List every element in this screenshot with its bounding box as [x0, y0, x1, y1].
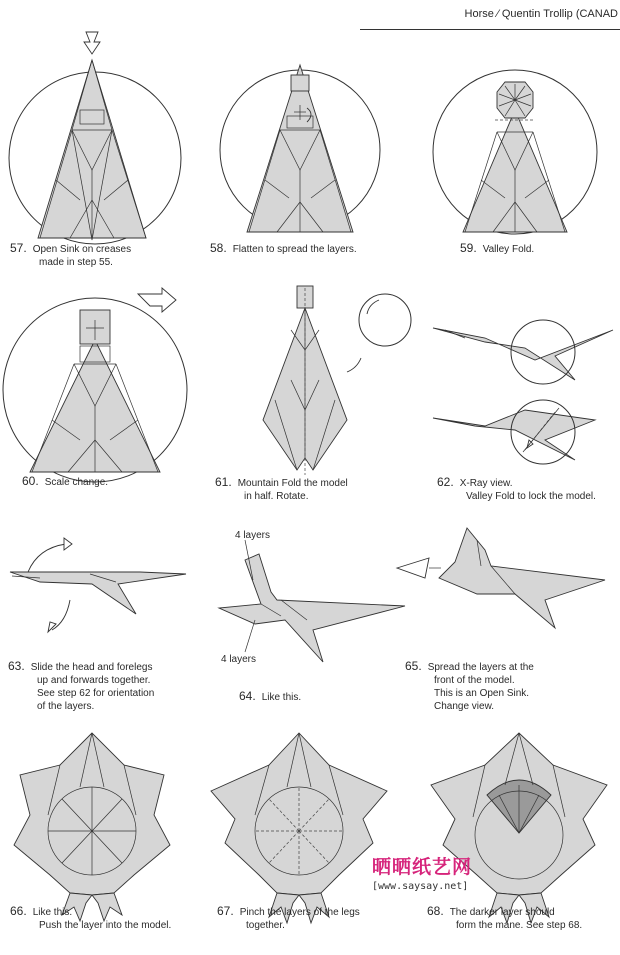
step-67-number: 67.	[217, 904, 234, 918]
step-64-line-1: Like this.	[261, 692, 302, 703]
step-66-line-2: Push the layer into the model.	[39, 920, 172, 931]
step-68-line-1: The darker layer should	[449, 907, 555, 918]
step-60-number: 60.	[22, 474, 39, 488]
step-58-caption	[210, 242, 357, 256]
step-68-line-2: form the mane. See step 68.	[456, 920, 583, 931]
watermark-url: [www.saysay.net]	[372, 881, 469, 892]
step-66-caption	[10, 905, 171, 932]
four-layers-label-top: 4 layers	[235, 530, 271, 541]
step-66-diagram	[0, 725, 205, 950]
step-57-line-1: Open Sink on creases	[32, 244, 132, 255]
step-67-line-2: together.	[246, 920, 285, 931]
step-57-svg	[0, 20, 200, 270]
step-68-number: 68.	[427, 904, 444, 918]
four-layers-label-bottom: 4 layers	[221, 654, 257, 665]
step-60-diagram	[0, 280, 200, 490]
step-68-caption	[427, 905, 582, 932]
step-62-caption	[437, 476, 596, 503]
site-watermark	[372, 852, 472, 892]
step-57-number: 57.	[10, 241, 27, 255]
step-63-line-4: of the layers.	[37, 701, 95, 712]
step-64-number: 64.	[239, 689, 256, 703]
step-61-diagram	[205, 280, 425, 510]
step-58-line-1: Flatten to spread the layers.	[232, 244, 357, 255]
step-57-diagram	[0, 20, 200, 270]
step-63-line-1: Slide the head and forelegs	[30, 662, 153, 673]
step-61-number: 61.	[215, 475, 232, 489]
step-60-caption	[22, 475, 108, 489]
step-58-diagram	[205, 20, 405, 270]
step-59-diagram	[425, 20, 620, 270]
step-65-line-3: This is an Open Sink.	[434, 688, 530, 699]
step-57-caption	[10, 242, 131, 269]
step-60-line-1: Scale change.	[44, 477, 109, 488]
step-64-caption	[239, 690, 301, 704]
step-64-svg	[205, 520, 425, 720]
step-61-line-2: in half. Rotate.	[244, 491, 309, 502]
step-66-line-1: Like this.	[32, 907, 73, 918]
step-58-number: 58.	[210, 241, 227, 255]
step-57-line-2: made in step 55.	[39, 257, 113, 268]
step-62-line-2: Valley Fold to lock the model.	[466, 491, 596, 502]
step-65-line-2: front of the model.	[434, 675, 515, 686]
step-64-diagram	[205, 520, 425, 720]
step-67-caption	[217, 905, 360, 932]
step-65-caption	[405, 660, 534, 713]
step-61-caption	[215, 476, 348, 503]
step-63-diagram	[0, 520, 200, 720]
step-65-number: 65.	[405, 659, 422, 673]
step-58-svg	[205, 20, 405, 270]
header-title: Horse ⁄ Quentin Trollip (CANAD	[464, 8, 618, 20]
step-63-caption	[8, 660, 154, 713]
step-62-number: 62.	[437, 475, 454, 489]
step-66-number: 66.	[10, 904, 27, 918]
step-63-line-3: See step 62 for orientation	[37, 688, 155, 699]
step-63-number: 63.	[8, 659, 25, 673]
step-59-caption	[460, 242, 534, 256]
step-59-number: 59.	[460, 241, 477, 255]
step-67-line-1: Pinch the layers of the legs	[239, 907, 360, 918]
step-67-diagram	[205, 725, 415, 950]
step-60-svg	[0, 280, 200, 490]
step-68-diagram	[415, 725, 620, 950]
step-65-line-1: Spread the layers at the	[427, 662, 534, 673]
step-65-line-4: Change view.	[434, 701, 495, 712]
step-65-diagram	[395, 520, 620, 720]
step-59-line-1: Valley Fold.	[482, 244, 535, 255]
step-62-diagram	[425, 300, 620, 520]
watermark-chinese-name: 晒晒纸艺网	[372, 856, 473, 878]
step-59-svg	[425, 20, 620, 270]
step-61-line-1: Mountain Fold the model	[237, 478, 348, 489]
step-63-line-2: up and forwards together.	[37, 675, 151, 686]
step-62-line-1: X-Ray view.	[459, 478, 513, 489]
